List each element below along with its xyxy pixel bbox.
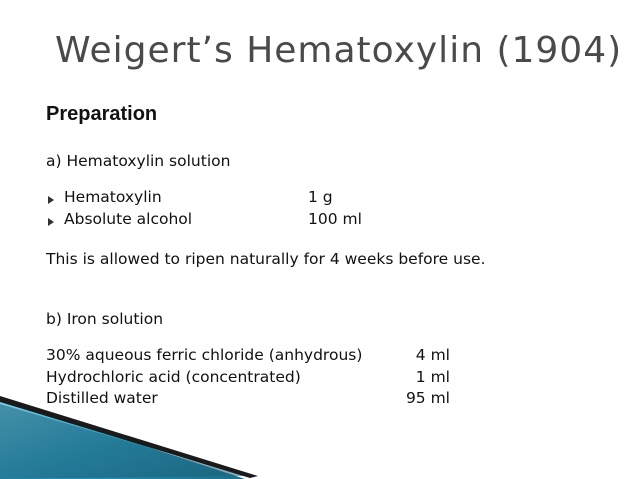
iron-item-name: Distilled water	[46, 389, 158, 407]
iron-item-name: Hydrochloric acid (concentrated)	[46, 368, 301, 386]
section-b-label: b) Iron solution	[46, 310, 164, 328]
iron-item-qty: 4 ml	[415, 346, 450, 364]
iron-item-name: 30% aqueous ferric chloride (anhydrous)	[46, 346, 363, 364]
ingredient-name: Absolute alcohol	[64, 210, 193, 228]
ingredient-qty: 100 ml	[308, 210, 362, 228]
section-a-label: a) Hematoxylin solution	[46, 152, 231, 170]
ingredient-name: Hematoxylin	[64, 188, 162, 206]
arrow-bullet-icon	[48, 218, 54, 226]
arrow-bullet-icon	[48, 196, 54, 204]
iron-item-qty: 95 ml	[405, 389, 450, 407]
ripen-note: This is allowed to ripen naturally for 4 weeks before use.	[46, 250, 486, 268]
slide-title: Weigert’s Hematoxylin (1904)	[55, 30, 623, 71]
iron-item-qty: 1 ml	[415, 368, 450, 386]
ingredient-qty: 1 g	[308, 188, 333, 206]
preparation-heading: Preparation	[46, 103, 158, 125]
